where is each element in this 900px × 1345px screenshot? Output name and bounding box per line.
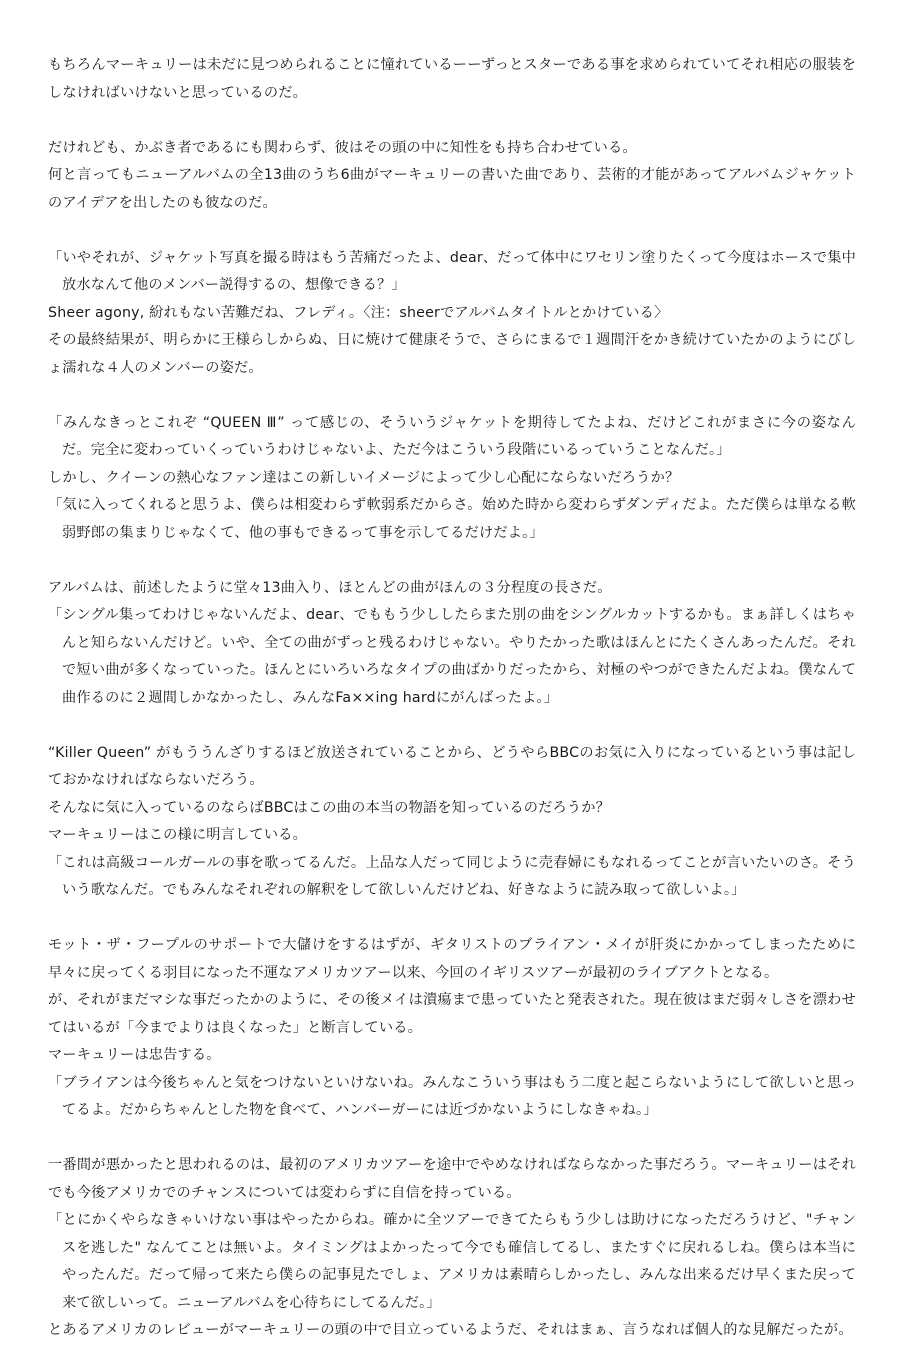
paragraph-gap	[48, 107, 856, 135]
paragraph: その最終結果が、明らかに王様らしからぬ、日に焼けて健康そうで、さらにまるで１週間汗をかき続けていたかのようにびしょ濡れな４人のメンバーの姿だ。	[48, 332, 856, 376]
paragraph: マーキュリーはこの様に明言している。	[48, 827, 307, 843]
quote-paragraph: 「ブライアンは今後ちゃんと気をつけないといけないね。みんなこういう事はもう二度と起こらないようにして欲しいと思ってるよ。だからちゃんとした物を食べて、ハンバーガーには近づかないようにしなきゃね。」	[48, 1074, 856, 1118]
paragraph: アルバムは、前述したように堂々13曲入り、ほとんどの曲がほんの３分程度の長さだ。	[48, 579, 612, 596]
quote-paragraph: 「いやそれが、ジャケット写真を撮る時はもう苦痛だったよ、dear、だって体中にワセリン塗りたくって今度はホースで集中放水なんて他のメンバー説得するの、想像できる？」	[48, 249, 857, 293]
paragraph-gap	[48, 712, 856, 740]
paragraph: もちろんマーキュリーは未だに見つめられることに憧れているーーずっとスターである事を求められていてそれ相応の服装をしなければいけないと思っているのだ。	[48, 57, 856, 101]
paragraph: とあるアメリカのレビューがマーキュリーの頭の中で目立っているようだ、それはまぁ、言うなれば個人的な見解だったが。	[48, 1322, 853, 1338]
paragraph: マーキュリーは忠告する。	[48, 1047, 221, 1063]
paragraph: モット・ザ・フープルのサポートで大儲けをするはずが、ギタリストのブライアン・メイが肝炎にかかってしまったために早々に戻ってくる羽目になった不運なアメリカツアー以来、今回のイギリスツアーが最初のライブアクトとなる。	[48, 937, 856, 981]
paragraph-gap	[48, 217, 856, 245]
quote-paragraph: 「シングル集ってわけじゃないんだよ、dear、でももう少ししたらまた別の曲をシングルカットするかも。まぁ詳しくはちゃんと知らないんだけど。いや、全ての曲がずっと残るわけじゃない。やりたかった歌はほんとにたくさんあったんだ。それで短い曲が多くなっていった。ほんとにいろいろなタイプの曲ばかりだったから、対極のやつができたんだよね。僕なんて曲作るのに２週間しかなかったし、みんなFa××ing hardにがんばったよ。」	[48, 607, 856, 706]
paragraph-gap	[48, 905, 856, 933]
paragraph: だけれども、かぶき者であるにも関わらず、彼はその頭の中に知性をも持ち合わせている。	[48, 139, 637, 156]
quote-paragraph: 「とにかくやらなきゃいけない事はやったからね。確かに全ツアーできてたらもう少しは助けになっただろうけど、"チャンスを逃した" なんてことは無いよ。タイミングはよかったって今でも確信してるし、またすぐに戻れるしね。僕らは本当にやったんだ。だって帰って来たら僕らの記事見たでしょ、アメリカは素晴らしかったし、みんな出来るだけ早くまた戻って来て欲しいって。ニューアルバムを心待ちにしてるんだ。」	[48, 1212, 856, 1311]
paragraph: 一番間が悪かったと思われるのは、最初のアメリカツアーを途中でやめなければならなかった事だろう。マーキュリーはそれでも今後アメリカでのチャンスについては変わらずに自信を持っている。	[48, 1157, 856, 1201]
paragraph-gap	[48, 382, 856, 410]
quote-paragraph: 「これは高級コールガールの事を歌ってるんだ。上品な人だって同じように売春婦にもなれるってことが言いたいのさ。そういう歌なんだ。でもみんなそれぞれの解釈をして欲しいんだけどね、好きなように読み取って欲しいよ。」	[48, 854, 856, 898]
paragraph-gap	[48, 1125, 856, 1153]
quote-paragraph: 「みんなきっとこれぞ “QUEEN Ⅲ” って感じの、そういうジャケットを期待してたよね、だけどこれがまさに今の姿なんだ。完全に変わっていくっていうわけじゃないよ、ただ今はこういう段階にいるっていうことなんだ。」	[48, 414, 856, 458]
article-body	[48, 52, 856, 1345]
paragraph-gap	[48, 547, 856, 575]
paragraph: Sheer agony, 紛れもない苦難だね、フレディ。〈注：sheerでアルバムタイトルとかけている〉	[48, 304, 669, 321]
quote-paragraph: 「気に入ってくれると思うよ、僕らは相変わらず軟弱系だからさ。始めた時から変わらずダンディだよ。ただ僕らは単なる軟弱野郎の集まりじゃなくて、他の事もできるって事を示してるだけだよ。」	[48, 497, 856, 541]
paragraph: が、それがまだマシな事だったかのように、その後メイは潰瘍まで患っていたと発表された。現在彼はまだ弱々しさを漂わせてはいるが「今までよりは良くなった」と断言している。	[48, 992, 856, 1036]
paragraph: “Killer Queen” がもううんざりするほど放送されていることから、どうやらBBCのお気に入りになっているという事は記しておかなければならないだろう。	[48, 744, 856, 788]
paragraph: しかし、クイーンの熱心なファン達はこの新しいイメージによって少し心配にならないだろうか？	[48, 469, 680, 486]
paragraph: 何と言ってもニューアルバムの全13曲のうち6曲がマーキュリーの書いた曲であり、芸術的才能があってアルバムジャケットのアイデアを出したのも彼なのだ。	[48, 167, 856, 211]
paragraph: そんなに気に入っているのならばBBCはこの曲の本当の物語を知っているのだろうか？	[48, 799, 611, 816]
